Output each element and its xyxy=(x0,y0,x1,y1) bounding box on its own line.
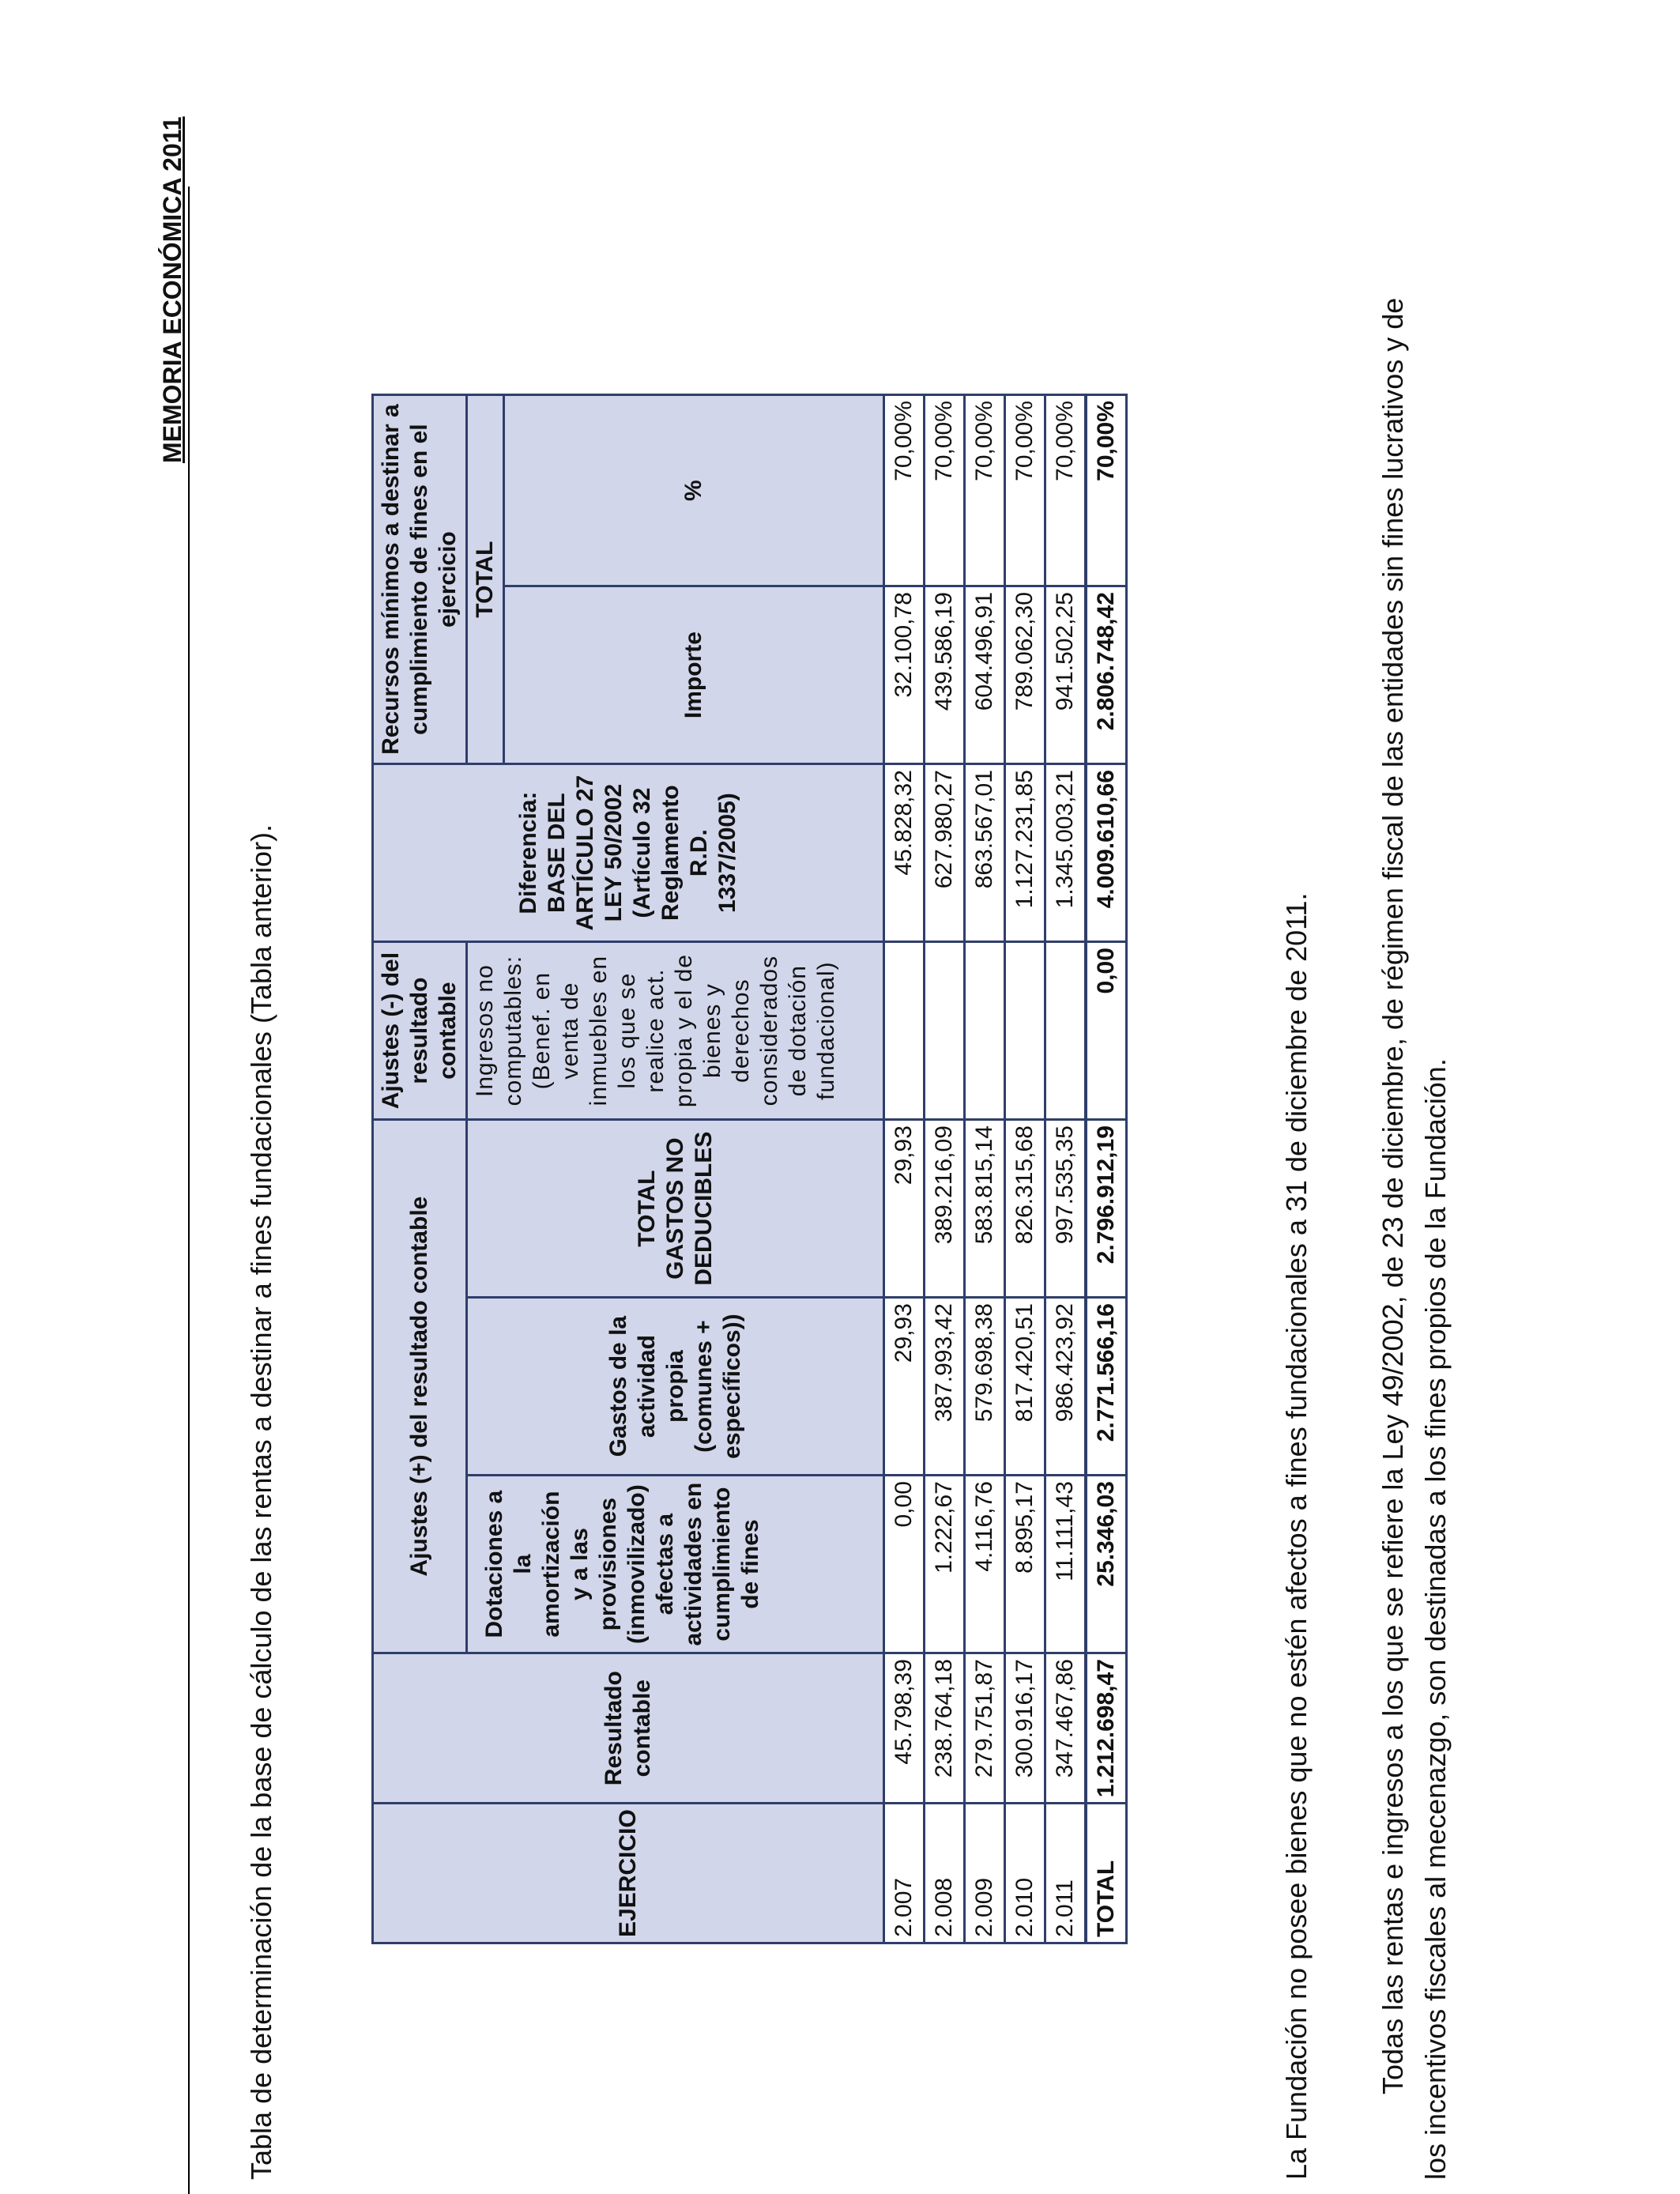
header-diferencia: Diferencia: BASE DEL ARTÍCULO 27 LEY 50/2002 (Artículo 32 Reglamento R.D. 1337/2005) xyxy=(373,764,884,942)
header-ejercicio: EJERCICIO xyxy=(373,1804,884,1943)
cell-gastos: 29,93 xyxy=(884,1298,925,1476)
cell-ingresos xyxy=(884,942,925,1120)
header-divider xyxy=(188,187,190,2194)
header-porcentaje: % xyxy=(504,395,884,586)
cell-ingresos xyxy=(965,942,1005,1120)
cell-importe: 604.496,91 xyxy=(965,586,1005,764)
header-gastos: Gastos de la actividad propia (comunes + específicos)) xyxy=(467,1298,884,1476)
cell-porcentaje: 70,00% xyxy=(925,395,965,586)
cell-resultado: 279.751,87 xyxy=(965,1653,1005,1804)
header-recursos: Recursos mínimos a destinar a cumplimiento de fines en el ejercicio xyxy=(373,395,467,764)
cell-resultado: 347.467,86 xyxy=(1045,1653,1087,1804)
note-paragraph-2 xyxy=(1372,251,1457,2180)
table-total-row xyxy=(1086,395,1127,1943)
cell-resultado: 45.798,39 xyxy=(884,1653,925,1804)
cell-total-gastos: 997.535,35 xyxy=(1045,1120,1087,1298)
document-title: MEMORIA ECONÓMICA 2011 xyxy=(158,116,186,463)
cell-ejercicio: 2.010 xyxy=(1005,1804,1045,1943)
cell-importe: 32.100,78 xyxy=(884,586,925,764)
cell-gastos: 986.423,92 xyxy=(1045,1298,1087,1476)
header-importe: Importe xyxy=(504,586,884,764)
cell-total-gastos: 826.315,68 xyxy=(1005,1120,1045,1298)
cell-dotaciones: 0,00 xyxy=(884,1476,925,1653)
header-dotaciones: Dotaciones a la amortización y a las provisiones (inmovilizado) afectas a actividades en cumplimiento de fines xyxy=(467,1476,884,1653)
cell-total-gastos: 583.815,14 xyxy=(965,1120,1005,1298)
header-total-gastos: TOTAL GASTOS NO DEDUCIBLES xyxy=(467,1120,884,1298)
cell-ingresos xyxy=(925,942,965,1120)
cell-total-gastos: 29,93 xyxy=(884,1120,925,1298)
cell-ejercicio: TOTAL xyxy=(1086,1804,1127,1943)
cell-gastos: 579.698,38 xyxy=(965,1298,1005,1476)
header-total: TOTAL xyxy=(467,395,504,764)
cell-importe: 789.062,30 xyxy=(1005,586,1045,764)
cell-ingresos: 0,00 xyxy=(1086,942,1127,1120)
cell-gastos: 387.993,42 xyxy=(925,1298,965,1476)
header-ajustes-pos: Ajustes (+) del resultado contable xyxy=(373,1120,467,1653)
cell-diferencia: 863.567,01 xyxy=(965,764,1005,942)
rents-table xyxy=(371,394,1128,1944)
note-paragraph-1: La Fundación no posee bienes que no estén afectos a fines fundacionales a 31 de diciembre de 2011. xyxy=(1280,892,1313,2180)
note-2-line-2: los incentivos fiscales al mecenazgo, son destinadas a los fines propios de la Fundación. xyxy=(1419,1058,1452,2180)
table-row xyxy=(925,395,965,1943)
table-caption: Tabla de determinación de la base de cálculo de las rentas a destinar a fines fundacionales (Tabla anterior). xyxy=(245,824,277,2180)
cell-total-gastos: 389.216,09 xyxy=(925,1120,965,1298)
cell-ingresos xyxy=(1005,942,1045,1120)
table-row xyxy=(1005,395,1045,1943)
cell-porcentaje: 70,00% xyxy=(884,395,925,586)
cell-importe: 2.806.748,42 xyxy=(1086,586,1127,764)
note-2-line-1: Todas las rentas e ingresos a los que se refiere la Ley 49/2002, de 23 de diciembre, de régimen fiscal de las entidades sin fines lucrativos y de xyxy=(1377,297,1409,2094)
cell-gastos: 817.420,51 xyxy=(1005,1298,1045,1476)
table-row xyxy=(1045,395,1087,1943)
cell-importe: 439.586,19 xyxy=(925,586,965,764)
cell-porcentaje: 70,00% xyxy=(1005,395,1045,586)
cell-resultado: 1.212.698,47 xyxy=(1086,1653,1127,1804)
cell-total-gastos: 2.796.912,19 xyxy=(1086,1120,1127,1298)
cell-dotaciones: 8.895,17 xyxy=(1005,1476,1045,1653)
cell-gastos: 2.771.566,16 xyxy=(1086,1298,1127,1476)
cell-dotaciones: 4.116,76 xyxy=(965,1476,1005,1653)
cell-porcentaje: 70,00% xyxy=(1086,395,1127,586)
header-ingresos: Ingresos no computables: (Benef. en venta de inmuebles en los que se realice act. propia y el de bienes y derechos considerados de dotación fundacional) xyxy=(467,942,884,1120)
cell-ejercicio: 2.011 xyxy=(1045,1804,1087,1943)
cell-ejercicio: 2.009 xyxy=(965,1804,1005,1943)
table-row xyxy=(965,395,1005,1943)
cell-diferencia: 1.127.231,85 xyxy=(1005,764,1045,942)
cell-diferencia: 4.009.610,66 xyxy=(1086,764,1127,942)
cell-resultado: 300.916,17 xyxy=(1005,1653,1045,1804)
cell-resultado: 238.764,18 xyxy=(925,1653,965,1804)
cell-diferencia: 45.828,32 xyxy=(884,764,925,942)
cell-dotaciones: 1.222,67 xyxy=(925,1476,965,1653)
cell-ejercicio: 2.008 xyxy=(925,1804,965,1943)
cell-importe: 941.502,25 xyxy=(1045,586,1087,764)
cell-diferencia: 1.345.003,21 xyxy=(1045,764,1087,942)
cell-diferencia: 627.980,27 xyxy=(925,764,965,942)
header-resultado: Resultado contable xyxy=(373,1653,884,1804)
table-row xyxy=(884,395,925,1943)
cell-ingresos xyxy=(1045,942,1087,1120)
cell-porcentaje: 70,00% xyxy=(965,395,1005,586)
cell-dotaciones: 25.346,03 xyxy=(1086,1476,1127,1653)
cell-ejercicio: 2.007 xyxy=(884,1804,925,1943)
cell-porcentaje: 70,00% xyxy=(1045,395,1087,586)
cell-dotaciones: 11.111,43 xyxy=(1045,1476,1087,1653)
header-ajustes-neg: Ajustes (-) del resultado contable xyxy=(373,942,467,1120)
